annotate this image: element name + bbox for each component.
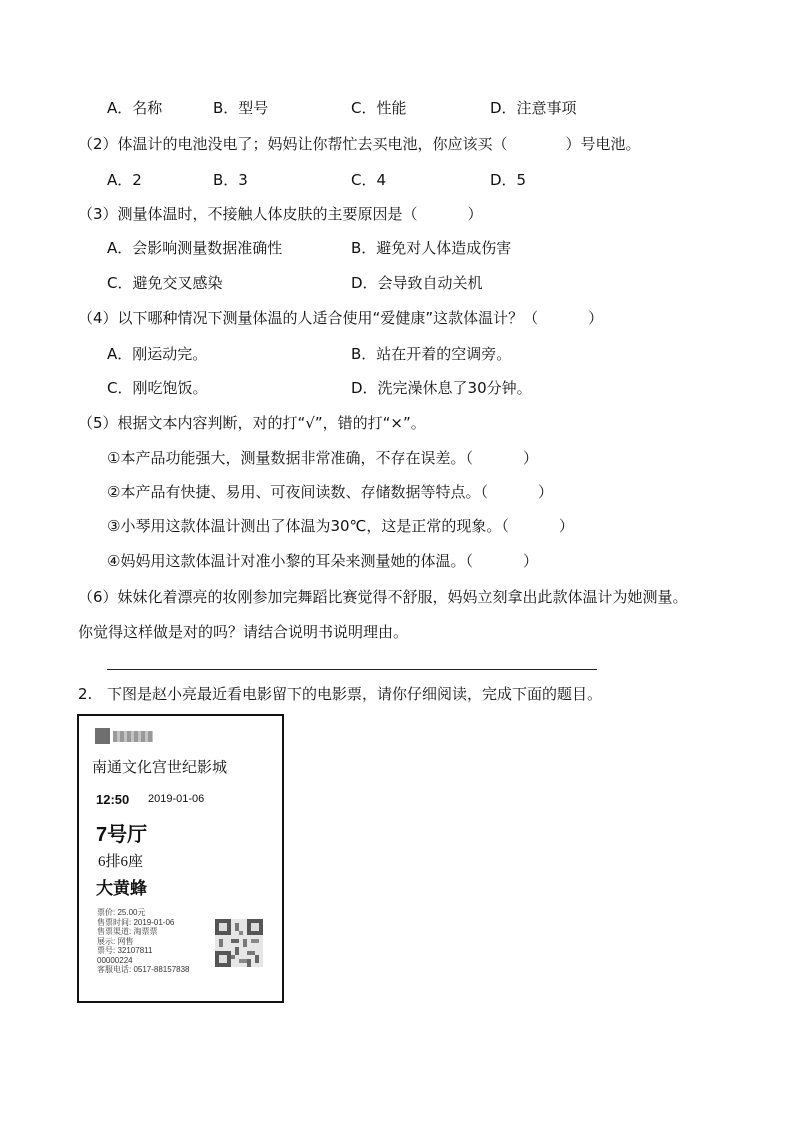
qr-code-icon	[215, 919, 263, 967]
ticket-movie-title: 大黄蜂	[96, 879, 147, 898]
q5-item-close: ）	[522, 449, 538, 467]
q3-option-d: D．会导致自动关机	[351, 274, 483, 292]
ticket-seat: 6排6座	[98, 854, 144, 870]
q3-option-c: C．避免交叉感染	[107, 274, 223, 292]
q2-stem	[78, 134, 641, 154]
q5-item-text: ②本产品有快捷、易用、可夜间读数、存储数据等特点。（	[107, 483, 488, 501]
movie-ticket	[77, 714, 284, 1003]
q5-item-2	[107, 482, 553, 502]
q3-option-b: B．避免对人体造成伤害	[351, 239, 512, 257]
q3-stem-before: （3）测量体温时，不接触人体皮肤的主要原因是（	[78, 205, 418, 223]
q6-line-2: 你觉得这样做是对的吗？请结合说明书说明理由。	[78, 623, 409, 641]
q5-item-close: ）	[522, 552, 538, 570]
q3-stem-after: ）	[467, 205, 483, 223]
ticket-detail-line: 00000224	[97, 955, 133, 965]
q3-stem	[78, 204, 483, 224]
q4-stem-before: （4）以下哪种情况下测量体温的人适合使用“爱健康”这款体温计？（	[78, 309, 539, 327]
q2-stem-after: ）号电池。	[565, 135, 641, 153]
ticket-detail-line: 票号: 32107811	[97, 946, 153, 955]
q5-item-close: ）	[537, 483, 553, 501]
q5-item-text: ④妈妈用这款体温计对准小黎的耳朵来测量她的体温。（	[107, 552, 473, 570]
q4-option-c: C．刚吃饱饭。	[107, 379, 208, 397]
q1-option-a: A．名称	[107, 99, 163, 117]
ticket-cinema-name: 南通文化宫世纪影城	[92, 759, 228, 776]
q2-stem-before: （2）体温计的电池没电了；妈妈让你帮忙去买电池，你应该买（	[78, 135, 508, 153]
q2-option-c: C．4	[351, 171, 387, 189]
q5-item-1	[107, 448, 538, 468]
q5-item-text: ①本产品功能强大，测量数据非常准确，不存在误差。（	[107, 449, 473, 467]
q1-option-c: C．性能	[351, 99, 407, 117]
q6-line-1: （6）妹妹化着漂亮的妆刚参加完舞蹈比赛觉得不舒服，妈妈立刻拿出此款体温计为她测量。	[78, 588, 688, 606]
q2-option-b: B．3	[213, 171, 248, 189]
q4-stem-after: ）	[588, 309, 604, 327]
q2-option-a: A．2	[107, 171, 142, 189]
q1-option-d: D．注意事项	[490, 99, 577, 117]
q4-option-b: B．站在开着的空调旁。	[351, 345, 512, 363]
ticket-time: 12:50	[96, 792, 130, 807]
q5-item-close: ）	[558, 517, 574, 535]
ticket-details	[97, 908, 190, 975]
q4-option-a: A．刚运动完。	[107, 345, 208, 363]
q5-item-text: ③小琴用这款体温计测出了体温为30℃，这是正常的现象。（	[107, 517, 509, 535]
ticket-detail-line: 客服电话: 0517-88157838	[97, 965, 190, 974]
q5-item-4	[107, 551, 538, 571]
q1-option-b: B．型号	[213, 99, 269, 117]
q4-option-d: D．洗完澡休息了30分钟。	[351, 379, 532, 397]
section-2-prompt: 下图是赵小亮最近看电影留下的电影票，请你仔细阅读，完成下面的题目。	[107, 685, 603, 703]
q3-option-a: A．会影响测量数据准确性	[107, 239, 283, 257]
ticket-logo-icon	[95, 728, 153, 744]
ticket-detail-line: 售票时间: 2019-01-06	[97, 917, 175, 927]
section-2-number: 2.	[78, 685, 93, 703]
q5-item-3	[107, 516, 574, 536]
ticket-date: 2019-01-06	[148, 793, 205, 805]
q2-option-d: D．5	[490, 171, 527, 189]
q5-stem: （5）根据文本内容判断，对的打“√”，错的打“×”。	[78, 414, 426, 432]
ticket-detail-line: 票价: 25.00元	[97, 908, 146, 917]
ticket-detail-line: 展示: 网售	[97, 936, 134, 946]
ticket-hall: 7号厅	[96, 824, 148, 846]
q4-stem	[78, 308, 603, 328]
ticket-detail-line: 售票渠道: 淘票票	[97, 927, 158, 936]
q6-answer-line[interactable]	[107, 669, 597, 670]
